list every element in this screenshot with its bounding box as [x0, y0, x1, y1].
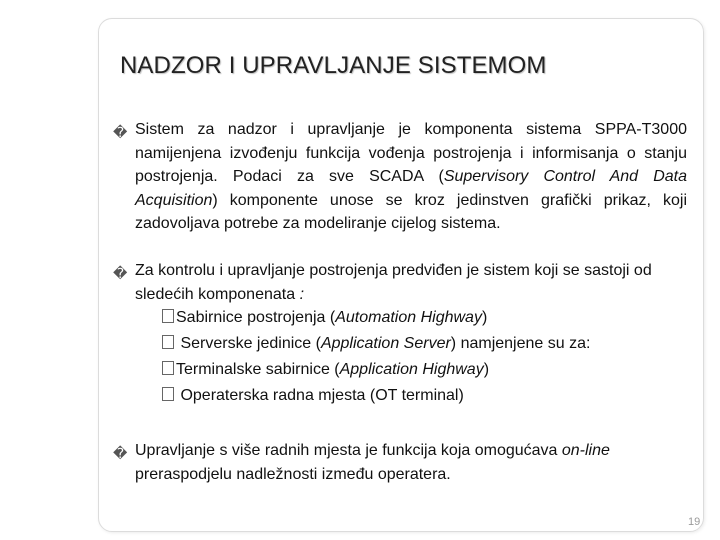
- list-item-italic: Automation Highway: [335, 309, 482, 326]
- checkbox-glyph-icon: [162, 309, 174, 323]
- paragraph-online: [135, 439, 687, 486]
- list-item-suffix: ): [483, 361, 490, 378]
- list-item: [162, 359, 489, 381]
- bullet-marker: �: [113, 445, 128, 461]
- checkbox-glyph-icon: [162, 361, 174, 375]
- list-item-suffix: ): [481, 309, 488, 326]
- paragraph-online-text-1: Upravljanje s više radnih mjesta je funkcija koja omogućava: [135, 442, 562, 459]
- page-number: 19: [688, 516, 701, 528]
- paragraph-scada-italic: Supervisory Control And Data Acquisition: [135, 168, 688, 209]
- bullet-marker: �: [113, 124, 128, 140]
- checkbox-glyph-icon: [162, 387, 174, 401]
- list-item-prefix: Serverske jedinice (: [176, 335, 321, 352]
- paragraph-scada: [135, 118, 687, 236]
- bullet-marker: �: [113, 265, 128, 281]
- list-item: [162, 385, 464, 407]
- list-item: [162, 307, 487, 329]
- paragraph-components-colon: :: [299, 285, 305, 303]
- list-item-prefix: Sabirnice postrojenja (: [176, 309, 336, 326]
- paragraph-scada-text-2: ) komponente unose se kroz jedinstven grafički prikaz, koji zadovoljava potrebe za modeliranje cijelog sistema.: [135, 191, 687, 232]
- paragraph-online-text-2: preraspodjelu nadležnosti između operatera.: [135, 465, 451, 483]
- list-item-prefix: Terminalske sabirnice (: [176, 361, 340, 378]
- paragraph-online-italic: on-line: [561, 442, 610, 459]
- paragraph-scada-text-1: Sistem za nadzor i upravljanje je komponenta sistema SPPA-T3000 namijenjena izvođenju funkcija vođenja postrojenja i informisanja o stanju postrojenja. Podaci za sve SCADA (: [135, 121, 687, 185]
- list-item: [162, 333, 590, 355]
- list-item-italic: Application Server: [320, 335, 451, 352]
- list-item-prefix: Operaterska radna mjesta (OT terminal): [176, 387, 464, 404]
- checkbox-glyph-icon: [162, 335, 174, 349]
- paragraph-components: [135, 259, 687, 306]
- paragraph-components-text: Za kontrolu i upravljanje postrojenja predviđen je sistem koji se sastoji od sledećih komponenata: [135, 262, 652, 303]
- list-item-italic: Application Highway: [339, 361, 484, 378]
- slide-title: NADZOR I UPRAVLJANJE SISTEMOM: [120, 52, 547, 79]
- list-item-suffix: ) namjenjene su za:: [450, 335, 591, 352]
